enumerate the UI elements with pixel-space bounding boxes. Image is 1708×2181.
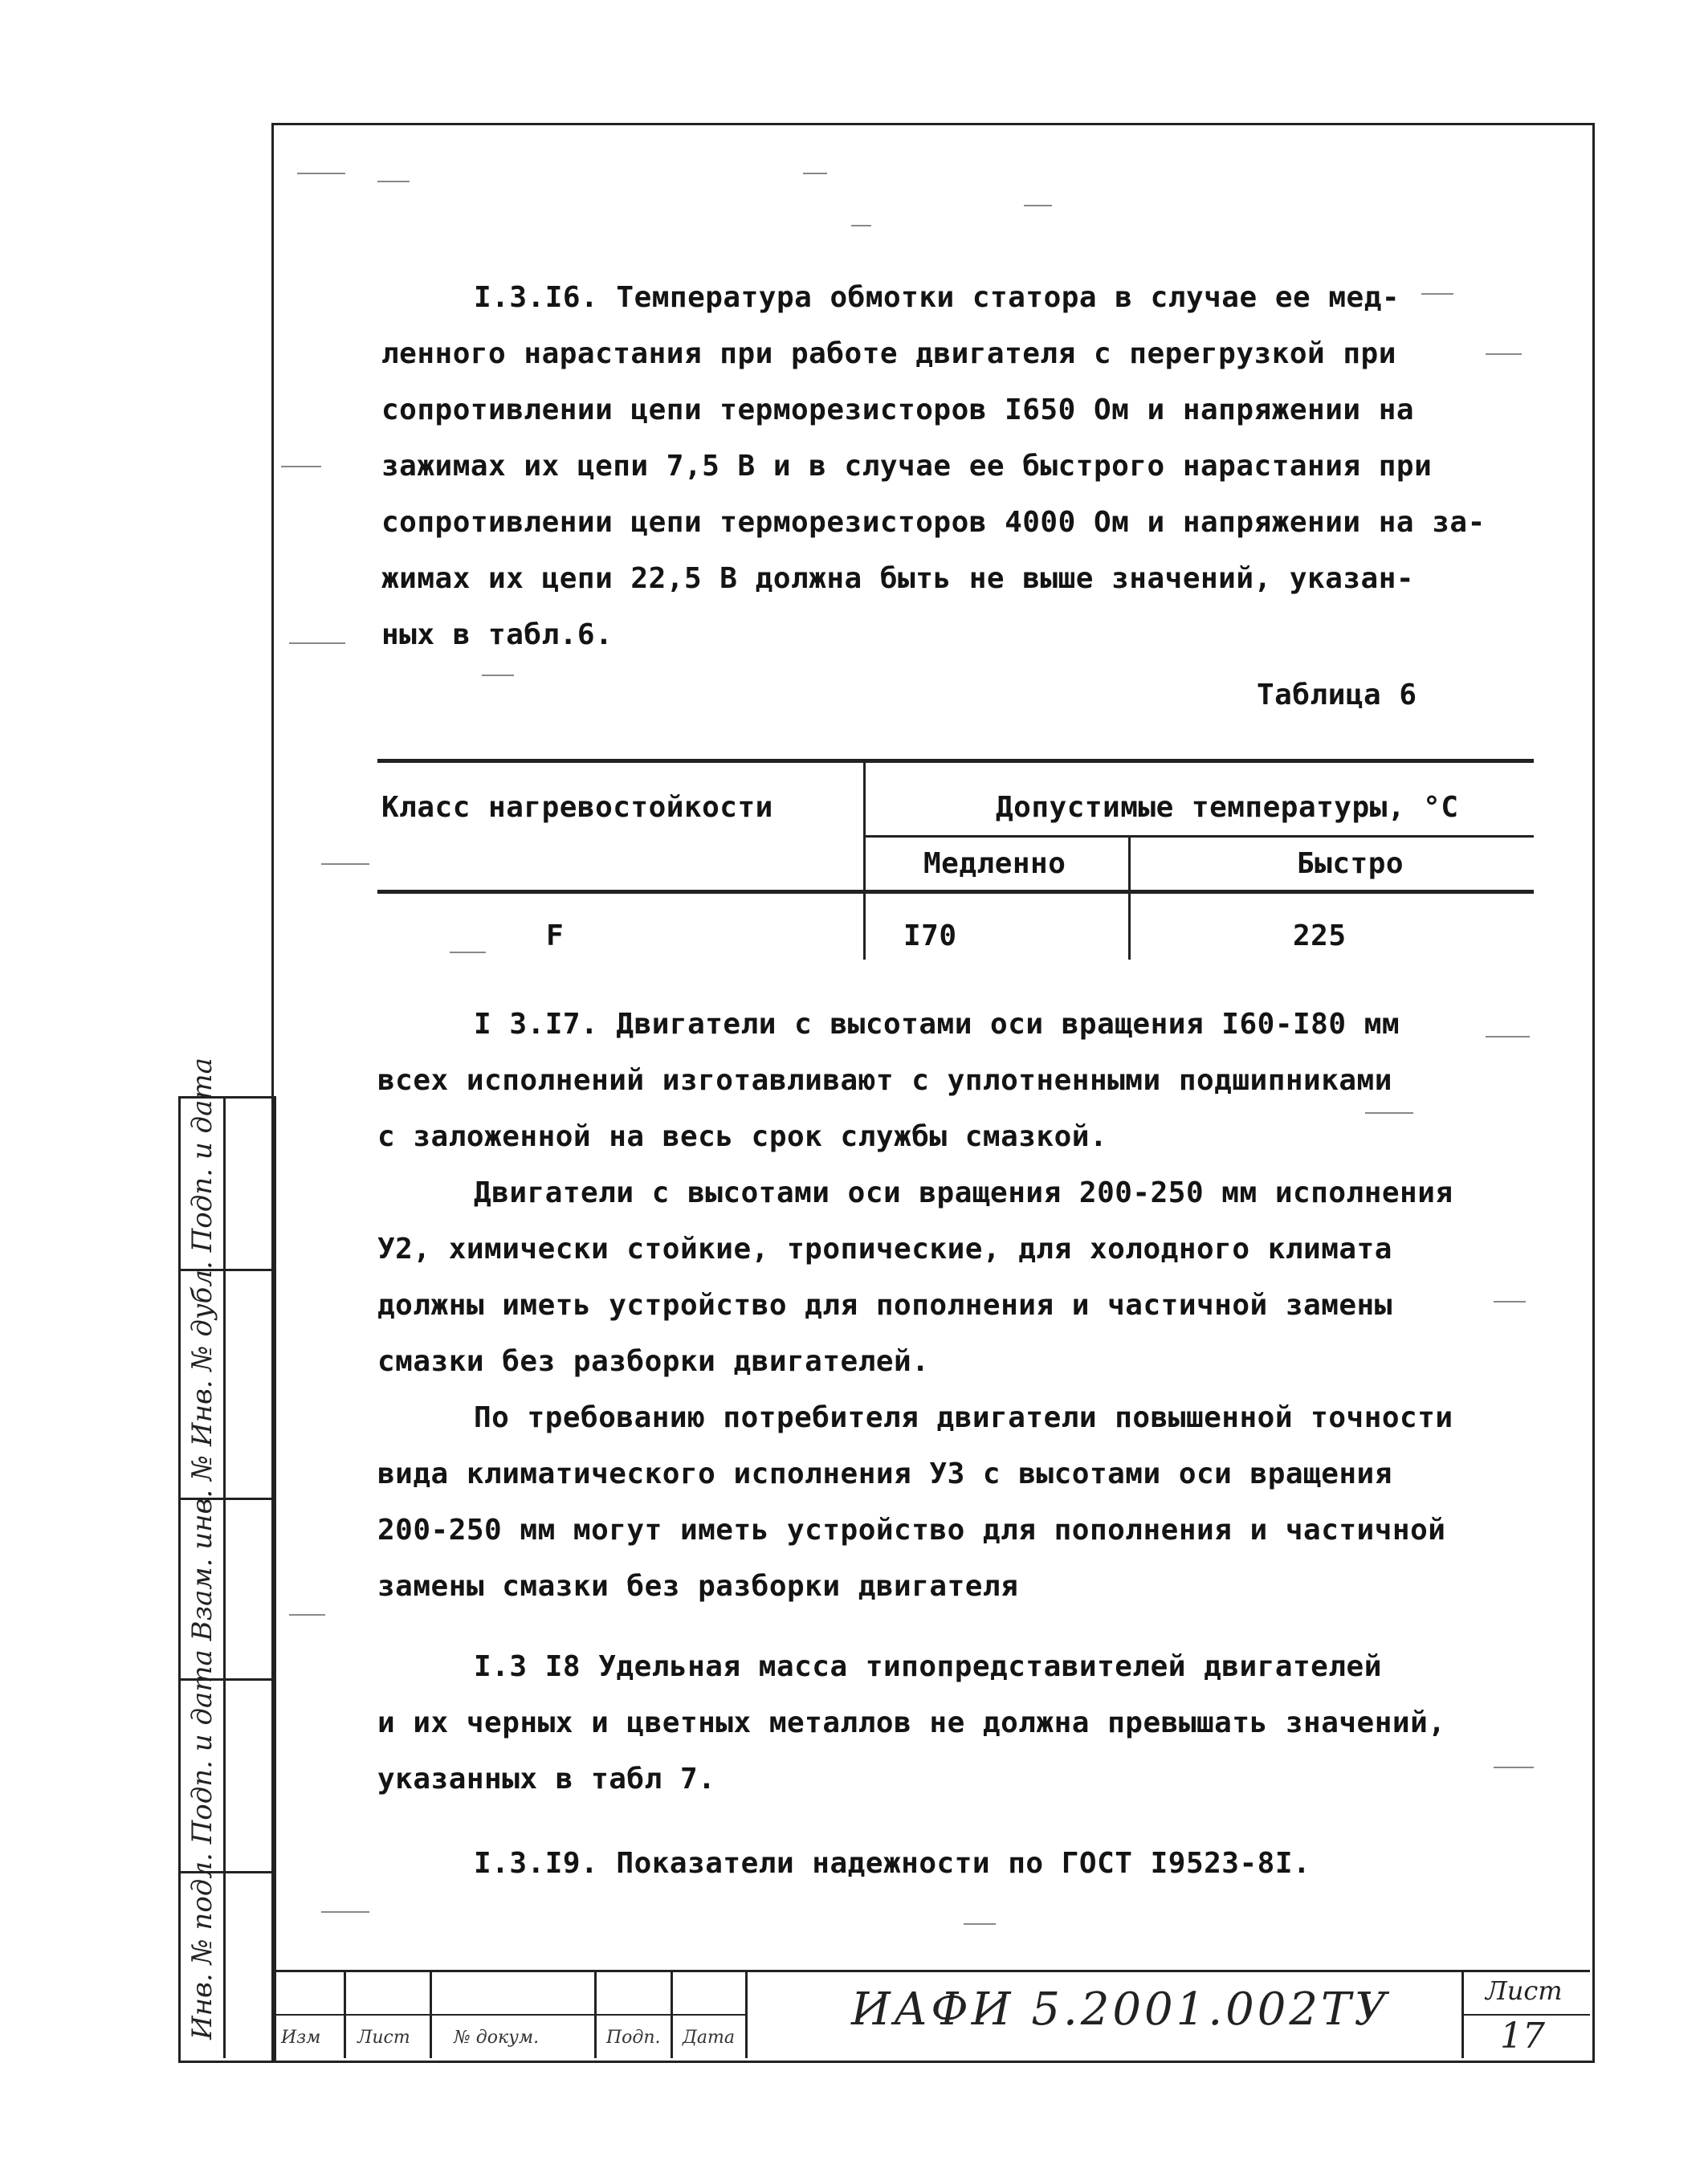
title-block-label: Изм [281, 2028, 321, 2048]
sheet-number: 17 [1500, 2016, 1545, 2057]
noise-mark [1494, 1301, 1526, 1302]
table-subheader-fast: Быстро [1297, 847, 1404, 880]
title-block-label: № докум. [454, 2028, 540, 2048]
title-block-col-3 [594, 1970, 597, 2058]
noise-mark [450, 952, 486, 953]
table-subcol-divider [1128, 838, 1131, 960]
text-line: 200-250 мм могут иметь устройство для пополнения и частичной [377, 1514, 1446, 1547]
noise-mark [1365, 1112, 1413, 1114]
noise-mark [1421, 293, 1453, 295]
table-cell-fast: 225 [1293, 919, 1347, 952]
title-block-mid-rule [271, 2014, 745, 2016]
table-col-divider [863, 763, 866, 960]
text-line: По требованию потребителя двигатели повышенной точности [474, 1401, 1453, 1434]
table-header-temps: Допустимые температуры, °С [996, 791, 1459, 824]
table-subheader-slow: Медленно [923, 847, 1066, 880]
text-line: вида климатического исполнения У3 с высотами оси вращения [377, 1457, 1392, 1490]
text-line: I 3.I7. Двигатели с высотами оси вращения I60-I80 мм [474, 1008, 1400, 1041]
noise-mark [377, 181, 410, 182]
noise-mark [289, 642, 345, 644]
text-line: сопротивлении цепи терморезисторов I650 Ом и напряжении на [381, 393, 1415, 426]
table-caption: Таблица 6 [1257, 679, 1417, 711]
table-top-rule [377, 759, 1534, 763]
noise-mark [482, 675, 514, 676]
noise-mark [803, 173, 827, 174]
noise-mark [281, 466, 321, 467]
text-line: зажимах их цепи 7,5 В и в случае ее быстрого нарастания при [381, 450, 1433, 483]
text-line: ных в табл.6. [381, 618, 613, 651]
table-header-bottom-rule [377, 890, 1534, 894]
text-line: с заложенной на весь срок службы смазкой. [377, 1120, 1108, 1153]
title-block-label: Подп. [606, 2028, 661, 2048]
text-line: I.3.I9. Показатели надежности по ГОСТ I9523-8I. [474, 1847, 1311, 1880]
title-block-col-4 [671, 1970, 673, 2058]
noise-mark [851, 225, 871, 226]
text-line: и их черных и цветных металлов не должна превышать значений, [377, 1706, 1446, 1739]
title-block-top-rule [271, 1970, 1590, 1972]
table-cell-slow: I70 [903, 919, 957, 952]
noise-mark [1486, 353, 1522, 355]
text-line: смазки без разборки двигателей. [377, 1345, 930, 1378]
side-strip-text: Инв. № подл. Подп. и дата Взам. инв. № Инв. № дубл. Подп. и дата [186, 1058, 218, 2040]
table-header-class: Класс нагревостойкости [381, 791, 773, 824]
title-block-label: Лист [357, 2028, 410, 2048]
table-cell-class: F [546, 919, 565, 952]
text-line: всех исполнений изготавливают с уплотненными подшипниками [377, 1064, 1392, 1097]
text-line: I.3 I8 Удельная масса типопредставителей двигателей [474, 1650, 1382, 1683]
noise-mark [1486, 1036, 1530, 1038]
text-line: замены смазки без разборки двигателя [377, 1570, 1019, 1603]
document-code: ИАФИ 5.2001.002ТУ [851, 1983, 1390, 2036]
text-line: должны иметь устройство для пополнения и частичной замены [377, 1289, 1392, 1322]
noise-mark [964, 1923, 996, 1925]
noise-mark [321, 863, 369, 865]
noise-mark [1494, 1767, 1534, 1768]
title-block-col-5 [745, 1970, 748, 2058]
text-line: ленного нарастания при работе двигателя с перегрузкой при [381, 337, 1396, 370]
text-line: жимах их цепи 22,5 В должна быть не выше значений, указан- [381, 562, 1415, 595]
sheet-label: Лист [1486, 1975, 1563, 2006]
text-line: I.3.I6. Температура обмотки статора в случае ее мед- [474, 281, 1400, 314]
text-line: У2, химически стойкие, тропические, для холодного климата [377, 1233, 1392, 1266]
noise-mark [289, 1614, 325, 1616]
text-line: Двигатели с высотами оси вращения 200-250 мм исполнения [474, 1176, 1453, 1209]
side-strip-divider [223, 1096, 226, 2058]
title-block-col-2 [430, 1970, 432, 2058]
noise-mark [1024, 205, 1052, 206]
noise-mark [321, 1911, 369, 1913]
title-block-col-1 [344, 1970, 346, 2058]
text-line: указанных в табл 7. [377, 1763, 716, 1796]
table-subheader-rule [863, 835, 1534, 838]
title-block-label: Дата [683, 2028, 735, 2048]
noise-mark [297, 173, 345, 174]
text-line: сопротивлении цепи терморезисторов 4000 Ом и напряжении на за- [381, 506, 1486, 539]
